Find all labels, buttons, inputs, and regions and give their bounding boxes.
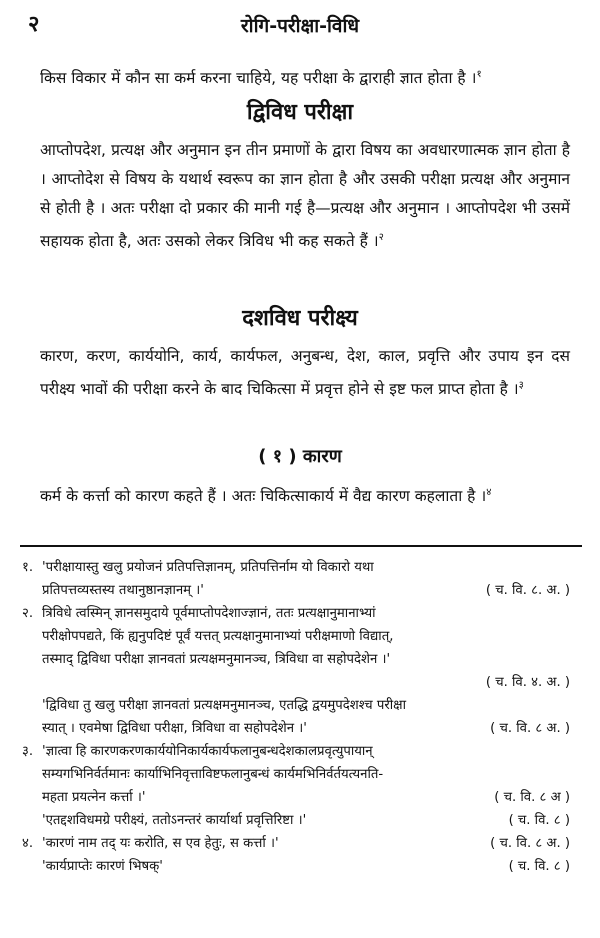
- footnote-number: १.: [22, 560, 34, 575]
- footnote-mark-1: १: [476, 69, 482, 80]
- footnote-number: ३.: [22, 744, 34, 759]
- footnote-line: 'ज्ञात्वा हि कारणकरणकार्ययोनिकार्यकार्यफलानुबन्धदेशकालप्रवृत्युपायान्: [42, 744, 373, 759]
- footnote-4b: [20, 855, 580, 878]
- footnote-line: परीक्षोपपद्यते, किं ह्यनुपदिष्टं पूर्वं यत्तत् प्रत्यक्षानुमानाभ्यां परीक्षमाणो विद्यात्,: [42, 629, 394, 644]
- intro-paragraph: [40, 60, 570, 93]
- page-number: २: [28, 12, 40, 37]
- footnote-line: महता प्रयत्नेन कर्त्ता ।': [42, 790, 146, 805]
- footnote-reference: ( च. वि. ४. अ. ): [485, 675, 570, 690]
- section-heading-karan: ( १ ) कारण: [258, 446, 342, 467]
- footnote-3: [20, 740, 580, 809]
- footnote-2: [20, 602, 580, 694]
- footnote-reference: ( च. वि. ८ अ ): [494, 790, 570, 805]
- footnote-line: स्यात् । एवमेषा द्विविधा परीक्षा, त्रिविधा वा सहोपदेशेन ।': [42, 721, 307, 736]
- dashvidh-text: कारण, करण, कार्ययोनि, कार्य, कार्यफल, अनुबन्ध, देश, काल, प्रवृत्ति और उपाय इन दस परीक्ष्य भावों की परीक्षा करने के बाद चिकित्सा में प्रवृत्त होने से इष्ट फल प्राप्त होता है ।: [40, 347, 570, 399]
- footnote-divider: [20, 545, 582, 547]
- footnote-line: सम्यगभिनिर्वर्तमानः कार्याभिनिवृत्ताविष्टफलानुबन्धं कार्यमभिनिर्वर्तयत्यनति-: [42, 767, 384, 782]
- footnote-reference: ( च. वि. ८ ): [508, 813, 570, 828]
- footnote-mark-3: ३: [518, 380, 524, 391]
- footnote-reference: ( च. वि. ८ ): [508, 859, 570, 874]
- footnote-number: २.: [22, 606, 34, 621]
- dvividh-text: आप्तोपदेश, प्रत्यक्ष और अनुमान इन तीन प्रमाणों के द्वारा विषय का अवधारणात्मक ज्ञान होता है । आप्तोदेश से विषय के यथार्थ स्वरूप का ज्ञान होता है और उसकी परीक्षा प्रत्यक्ष और अनुमान से होती है । अतः परीक्षा दो प्रकार की मानी गई है—प्रत्यक्ष और अनुमान । आप्तोपदेश भी उसमें सहायक होता है, अतः उसको लेकर त्रिविध भी कह सकते हैं ।: [40, 141, 570, 251]
- footnote-block: [20, 556, 580, 878]
- footnote-line: त्रिविधे त्वस्मिन् ज्ञानसमुदाये पूर्वमाप्तोपदेशाज्ज्ञानं, ततः प्रत्यक्षानुमानाभ्यां: [42, 606, 376, 621]
- footnote-2b: [20, 694, 580, 740]
- intro-text: किस विकार में कौन सा कर्म करना चाहिये, यह परीक्षा के द्वाराही ज्ञात होता है ।: [40, 69, 477, 88]
- footnote-line: 'कारणं नाम तद् यः करोति, स एव हेतुः, स कर्त्ता ।': [42, 836, 279, 851]
- footnote-number: ४.: [22, 836, 34, 851]
- karan-text: कर्म के कर्त्ता को कारण कहते हैं । अतः चिकित्साकार्य में वैद्य कारण कहलाता है ।: [40, 487, 487, 506]
- footnote-line: 'द्विविधा तु खलु परीक्षा ज्ञानवतां प्रत्यक्षमनुमानञ्च, एतद्धि द्वयमुपदेशश्च परीक्षा: [42, 698, 407, 713]
- section-heading-dvividh: द्विविध परीक्षा: [246, 100, 354, 125]
- footnote-line: 'एतद्दशविधमग्रे परीक्ष्यं, ततोऽनन्तरं कार्यार्था प्रवृत्तिरिष्टा ।': [42, 813, 307, 828]
- footnote-reference: ( च. वि. ८ अ. ): [490, 836, 570, 851]
- footnote-3b: [20, 809, 580, 832]
- footnote-line: प्रतिपत्तव्यस्तस्य तथानुष्ठानज्ञानम् ।': [42, 583, 204, 598]
- karan-paragraph: [40, 478, 570, 511]
- footnote-line: तस्माद् द्विविधा परीक्षा ज्ञानवतां प्रत्यक्षमनुमानञ्च, त्रिविधा वा सहोपदेशेन ।': [42, 652, 391, 667]
- footnote-line: 'कार्यप्राप्तेः कारणं भिषक्': [42, 859, 163, 874]
- section-heading-dashvidh: दशविध परीक्ष्य: [242, 306, 358, 331]
- footnote-reference: ( च. वि. ८. अ. ): [485, 583, 570, 598]
- footnote-reference: ( च. वि. ८ अ. ): [490, 721, 570, 736]
- footnote-mark-2: २: [378, 232, 384, 243]
- footnote-mark-4: ४: [486, 487, 492, 498]
- dashvidh-paragraph: [40, 342, 570, 404]
- running-title: रोगि-परीक्षा-विधि: [240, 15, 360, 37]
- dvividh-paragraph: [40, 136, 570, 256]
- footnote-line: 'परीक्षायास्तु खलु प्रयोजनं प्रतिपत्तिज्ञानम्, प्रतिपत्तिर्नाम यो विकारो यथा: [42, 560, 374, 575]
- footnote-4: [20, 832, 580, 855]
- footnote-1: [20, 556, 580, 602]
